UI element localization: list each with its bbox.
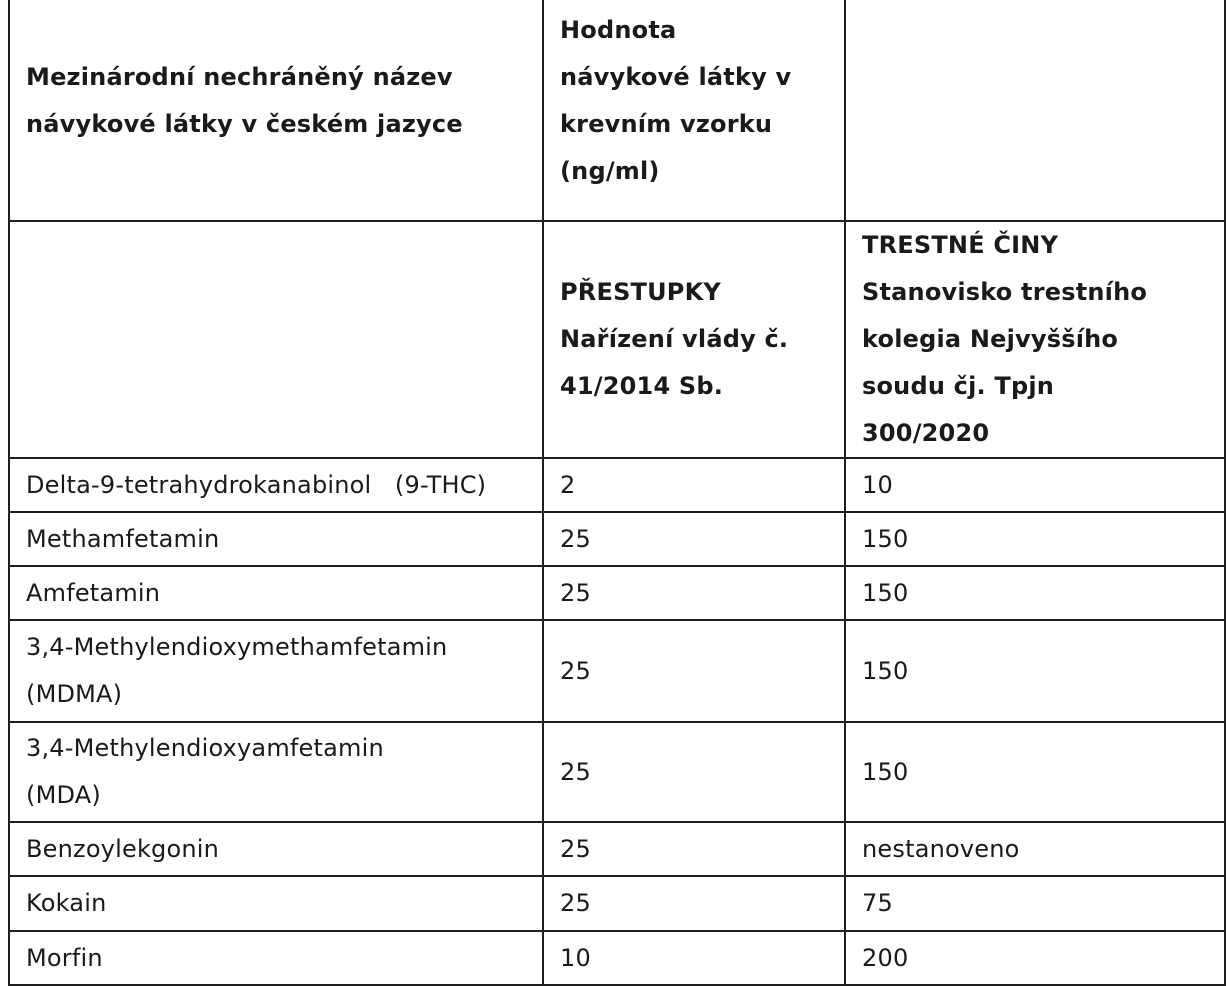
header-prestupky bbox=[543, 221, 845, 458]
substance-cell bbox=[9, 512, 543, 566]
substance-name: Morfin bbox=[26, 943, 103, 972]
trestne-ciny-value: nestanoveno bbox=[845, 822, 1225, 876]
prestupky-value: 25 bbox=[543, 722, 845, 822]
prestupky-value: 25 bbox=[543, 566, 845, 620]
header-empty-cell bbox=[845, 0, 1225, 221]
substance-cell bbox=[9, 458, 543, 512]
prestupky-value: 25 bbox=[543, 876, 845, 931]
trestne-ciny-value: 150 bbox=[845, 620, 1225, 722]
trestne-ciny-value: 150 bbox=[845, 722, 1225, 822]
prestupky-value: 10 bbox=[543, 931, 845, 985]
table-row bbox=[9, 876, 1225, 931]
header-text-line: (ng/ml) bbox=[560, 157, 660, 185]
header-trestne-ciny bbox=[845, 221, 1225, 458]
substance-cell bbox=[9, 722, 543, 822]
header-text-line: soudu čj. Tpjn bbox=[862, 372, 1055, 400]
substance-abbreviation: (MDA) bbox=[26, 781, 101, 809]
table-row bbox=[9, 822, 1225, 876]
substance-name: 3,4-Methylendioxyamfetamin bbox=[26, 734, 384, 762]
header-text-line: krevním vzorku bbox=[560, 110, 773, 138]
substance-name: Benzoylekgonin bbox=[26, 834, 220, 863]
prestupky-value: 25 bbox=[543, 620, 845, 722]
substance-cell bbox=[9, 566, 543, 620]
trestne-ciny-value: 150 bbox=[845, 566, 1225, 620]
substance-cell bbox=[9, 822, 543, 876]
header-blood-value bbox=[543, 0, 845, 221]
header-text-line: Hodnota bbox=[560, 16, 677, 44]
substance-abbreviation: (MDMA) bbox=[26, 680, 123, 708]
header-text-line: Nařízení vlády č. bbox=[560, 325, 789, 353]
header-text-line: PŘESTUPKY bbox=[560, 278, 721, 306]
header-text-line: 300/2020 bbox=[862, 419, 990, 447]
prestupky-value: 2 bbox=[543, 458, 845, 512]
table-row bbox=[9, 566, 1225, 620]
header-row-names bbox=[9, 0, 1225, 221]
substance-cell bbox=[9, 876, 543, 931]
header-text-line: kolegia Nejvyššího bbox=[862, 325, 1119, 353]
trestne-ciny-value: 75 bbox=[845, 876, 1225, 931]
substance-name: Amfetamin bbox=[26, 578, 161, 607]
substance-cell bbox=[9, 620, 543, 722]
table-row bbox=[9, 931, 1225, 985]
substance-name: Kokain bbox=[26, 889, 107, 917]
header-text-line: Mezinárodní nechráněný název bbox=[26, 63, 453, 91]
substance-name: Methamfetamin bbox=[26, 524, 220, 553]
header-substance-name bbox=[9, 0, 543, 221]
table-row bbox=[9, 722, 1225, 822]
header-text-line: TRESTNÉ ČINY bbox=[862, 231, 1059, 259]
header-text-line: návykové látky v bbox=[560, 63, 792, 91]
substance-limits-table bbox=[8, 0, 1226, 986]
trestne-ciny-value: 200 bbox=[845, 931, 1225, 985]
header-row-categories bbox=[9, 221, 1225, 458]
trestne-ciny-value: 150 bbox=[845, 512, 1225, 566]
substance-cell bbox=[9, 931, 543, 985]
header-text-line: návykové látky v českém jazyce bbox=[26, 110, 463, 138]
trestne-ciny-value: 10 bbox=[845, 458, 1225, 512]
header-text-line: 41/2014 Sb. bbox=[560, 372, 724, 400]
prestupky-value: 25 bbox=[543, 822, 845, 876]
table-row bbox=[9, 458, 1225, 512]
prestupky-value: 25 bbox=[543, 512, 845, 566]
table-row bbox=[9, 512, 1225, 566]
header-empty-cell bbox=[9, 221, 543, 458]
header-text-line: Stanovisko trestního bbox=[862, 278, 1148, 306]
table-viewport bbox=[0, 16, 1224, 972]
substance-name: 3,4-Methylendioxymethamfetamin bbox=[26, 633, 448, 661]
table-row bbox=[9, 620, 1225, 722]
substance-name: Delta-9-tetrahydrokanabinol (9-THC) bbox=[26, 470, 487, 499]
